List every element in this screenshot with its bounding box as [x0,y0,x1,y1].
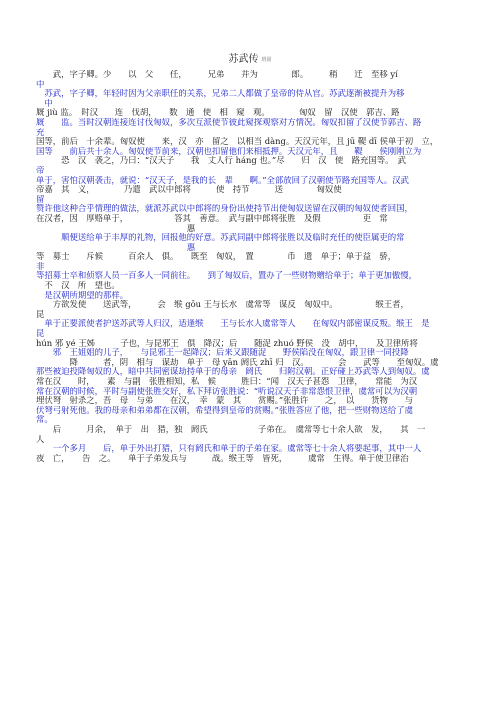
translation-line: 昆 [36,329,45,339]
original-text-line: 帝嘉 其 义， 乃遣 武以中郎将 使 持节 送 匈奴使 [36,185,342,195]
translation-line: 非 [36,261,45,271]
original-text-line: 常在汉 时， 素 与副 张胜相知，私 候 胜曰：“闻 汉天子甚怨 卫律， 常能 为汉 [36,377,418,386]
original-text-line: 在汉者，因 厚赂单于， 答其 善意。 武与副中郎将张胜 及假 吏 常 [36,213,388,223]
translation-line: 帝 [36,165,45,175]
original-text-line: 埋伏弩 射杀之，吾 母 与弟 在汉， 幸 蒙 其 赏赐。”张胜许 之， 以 货物 与 [36,396,413,406]
title-text: 苏武传 [228,54,259,65]
original-text-line: 昆 [36,309,45,319]
original-text-line: 后 月余， 单于 出 猎，独 阏氏 子弟在。 虞常等七十余人欲 发， 其 一 [36,424,426,434]
original-text-line: 恐 汉 袭之，乃曰：“汉天子 我 丈人行 háng 也。”尽 归 汉 使 路充国等。 武 [36,156,407,166]
translation-line: 顺便送给单于丰厚的礼物，回报他的好意。苏武同副中郎将张胜以及临时充任的使臣属吏的常 [36,233,405,243]
translation-line: 常。 [36,415,53,425]
page-title [0,50,500,65]
translation-line: 常在汉朝的时候，平时与副使张胜交好，私下拜访张胜说：“听说汉天子非常怨恨卫律，虞常可以为汉朝 [36,386,418,396]
translation-line: 苏武，字子卿，年轻时因为父亲职任的关系，兄弟二人都做了皇帝的侍从官。苏武逐渐被提升为移 [36,89,405,99]
original-text-line: 等 募士 斥候 百余人 俱。 既至 匈奴， 置 币 遗 单于；单于益 骄， [36,252,397,262]
translation-line: 充 [36,127,45,137]
translation-line: 等招募士卒和侦察人员一百多人一同前往。 到了匈奴后，置办了一些财物赠给单于；单于更加傲慢， [36,271,418,281]
original-text-line: hún 邪 yé 王姊 子也，与昆邪王 俱 降汉；后 随浞 zhuó 野侯 没 胡中， 及卫律所将 [36,338,418,348]
translation-line: 邪 王姐姐的儿子， 与昆邪王一起降汉；后来又跟随浞 野侯陷没在匈奴，跟卫律一同投降 [36,348,409,358]
original-text-line: 人 [36,434,45,444]
translation-line: 是汉朝所期望的那样。 [36,290,129,300]
original-text-line: 不 汉 所 望也。 [36,281,120,291]
original-text-line: 降 者，阴 相与 谋劫 单于 母 yān 阏氏 zhī 归 汉。 会 武等 至匈奴。虞 [36,357,439,367]
original-text-line: 国等，前后 十余辈。匈奴使 来，汉 亦 留之 以相当 dàng。天汉元年，且 jū 鞮 dī 侯单于初 立， [36,137,439,147]
original-text-line: 惠 [36,223,196,233]
document-body [36,70,466,463]
translation-line: 惠 [36,242,196,252]
author-tag: 班固 [261,57,272,63]
original-text-line: 武，字子卿。少 以 父 任， 兄弟 并为 郎。 稍 迁 至移 yí [36,70,398,79]
original-text-line: 方欲发使 送武等， 会 缑 gōu 王与长水 虞常等 谋反 匈奴中。 缑王者， [36,300,409,310]
translation-line: 中 [36,98,53,108]
translation-line: 赞许他这种合乎情理的做法，就派苏武以中郎将的身份出使持节出使匈奴送留在汉朝的匈奴使者回国， [36,204,413,214]
translation-line: 留 [36,194,45,204]
translation-line: 单于，害怕汉朝袭击，就说：“汉天子，是我的长 辈 啊。”全部放回了汉朝使节路充国等人。汉武 [36,175,409,185]
original-text-line: 厩 jiù 监。 时汉 连 伐胡， 数 通 使 相 窥 观。 匈奴 留 汉使 郭吉、路 [36,108,400,118]
translation-line: 厩 监。当时汉朝连接连讨伐匈奴，多次互派使节彼此窥探观察对方情况。匈奴扣留了汉使节郭吉、路 [36,117,422,127]
translation-line: 那些被迫投降匈奴的人，暗中共同密谋劫持单于的母亲 阏氏 归附汉朝。正好碰上苏武等人到匈奴。虞 [36,367,430,377]
original-text-line: 夜 亡， 告 之。 单于子弟发兵与 战。缑王等 皆死， 虞常 生得。单于使卫律治 [36,453,409,463]
translation-line: 单于正要派使者护送苏武等人归汉，适逢缑 王与长水人虞常等人 在匈奴内部密谋反叛。缑王 是 [36,319,430,329]
translation-line: 国等 前后共十余人。匈奴使节前来，汉朝也扣留他们来相抵押。天汉元年，且 鞮 侯刚刚立为 [36,146,422,156]
translation-line: 中 [36,79,45,89]
translation-line: 伏弩弓射死他。我的母亲和弟弟都在汉朝，希望得到皇帝的赏赐。”张胜答应了他，把一些财物送给了虞 [36,405,413,415]
translation-line: 一个多月 后，单于外出打猎，只有阏氏和单于的子弟在家。虞常等七十余人将要起事，其中一人 [36,444,422,454]
